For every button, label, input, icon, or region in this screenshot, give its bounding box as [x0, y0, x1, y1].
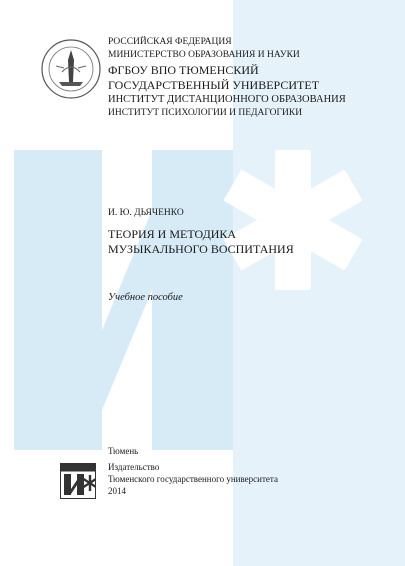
- publisher-name: Тюменского государственного университета: [108, 474, 278, 484]
- publication-year: 2014: [108, 486, 126, 496]
- publisher-label: Издательство: [108, 462, 160, 472]
- asterisk-icon: [223, 150, 362, 290]
- university-crest-icon: [40, 38, 102, 100]
- ministry-name: МИНИСТЕРСТВО ОБРАЗОВАНИЯ И НАУКИ: [108, 50, 300, 60]
- university-name-line2: ГОСУДАРСТВЕННЫЙ УНИВЕРСИТЕТ: [108, 78, 320, 92]
- book-title-line1: ТЕОРИЯ И МЕТОДИКА: [108, 227, 237, 241]
- university-name-line1: ФГБОУ ВПО ТЮМЕНСКИЙ: [108, 63, 259, 77]
- institute-name-2: ИНСТИТУТ ПСИХОЛОГИИ И ПЕДАГОГИКИ: [108, 108, 303, 118]
- institute-name-1: ИНСТИТУТ ДИСТАНЦИОННОГО ОБРАЗОВАНИЯ: [108, 94, 346, 105]
- book-title-line2: МУЗЫКАЛЬНОГО ВОСПИТАНИЯ: [108, 242, 294, 256]
- author-name: И. Ю. ДЬЯЧЕНКО: [108, 208, 184, 218]
- publisher-logo-icon: [60, 463, 96, 499]
- book-subtitle: Учебное пособие: [108, 292, 183, 303]
- city-name: Тюмень: [108, 446, 139, 456]
- country-name: РОССИЙСКАЯ ФЕДЕРАЦИЯ: [108, 37, 232, 47]
